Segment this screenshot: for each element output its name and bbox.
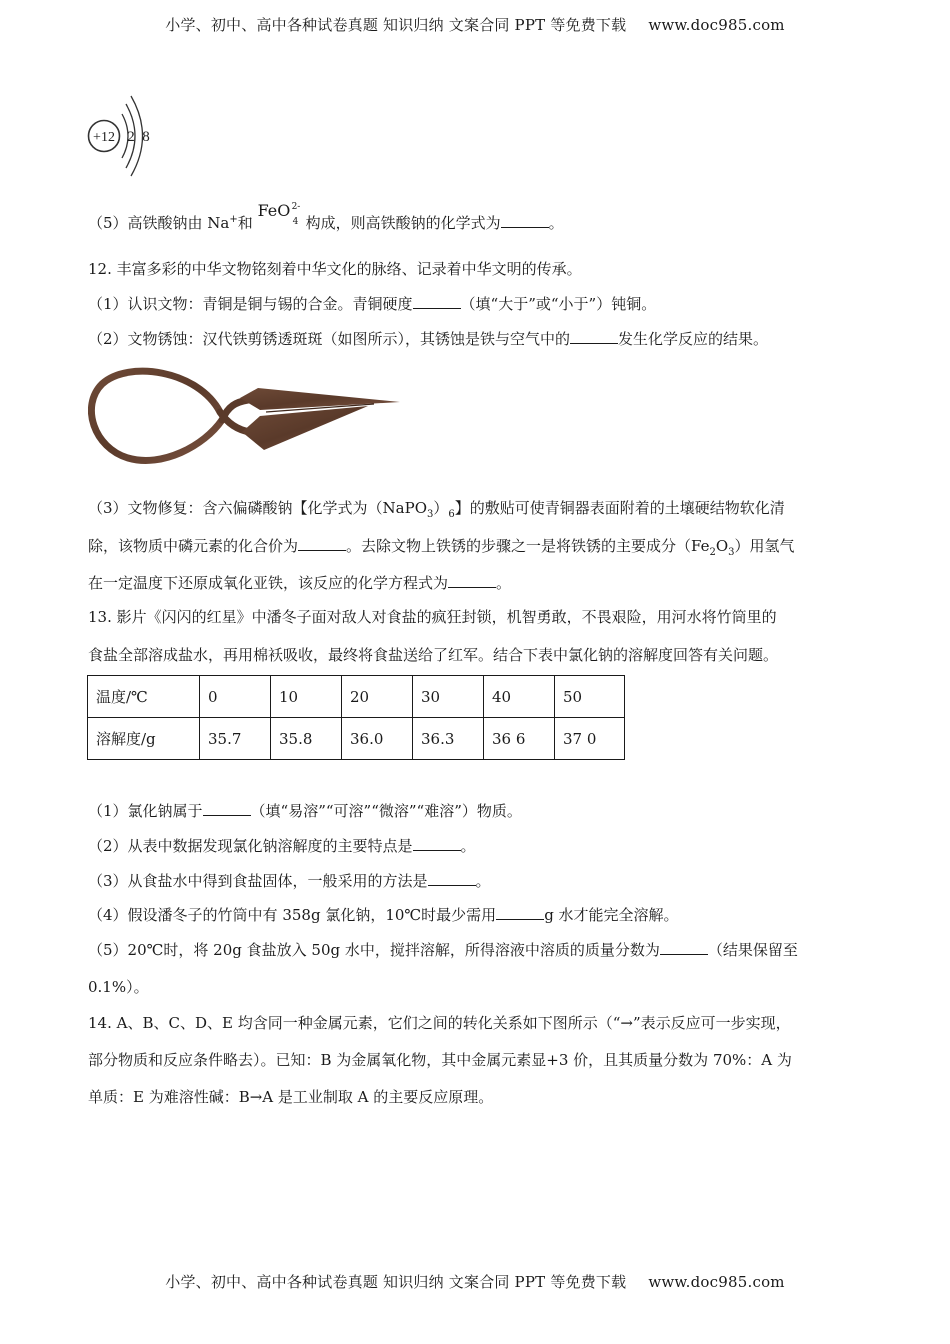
q13-part1: （1）氯化钠属于 （填“易溶”“可溶”“微溶”“难溶”）物质。	[88, 802, 522, 820]
table-cell: 30	[413, 676, 484, 718]
table-cell: 20	[342, 676, 413, 718]
ferrate-ion: FeO 2- 4	[257, 201, 301, 227]
table-cell: 10	[271, 676, 342, 718]
table-cell: 35.7	[200, 718, 271, 760]
atom-structure-diagram	[84, 92, 164, 178]
table-cell: 40	[484, 676, 555, 718]
q13-part4: （4）假设潘冬子的竹筒中有 358g 氯化钠，10℃时最少需用 g 水才能完全溶解。	[88, 906, 679, 924]
q12-stem: 12. 丰富多彩的中华文物铭刻着中华文化的脉络、记录着中华文明的传承。	[88, 260, 582, 278]
q12-part3-line2: 除，该物质中磷元素的化合价为 。去除文物上铁锈的步骤之一是将铁锈的主要成分$(Fe_2O_3)$用氢气	[88, 537, 795, 558]
q12-part2: （2）文物锈蚀：汉代铁剪锈透斑斑（如图所示），其锈蚀是铁与空气中的 发生化学反应的结果。	[88, 330, 769, 348]
answer-blank[interactable]	[570, 329, 618, 344]
shell-1-electrons: 2	[127, 129, 135, 145]
footer-text: 小学、初中、高中各种试卷真题 知识归纳 文案合同 PPT 等免费下载	[165, 1273, 627, 1291]
answer-blank[interactable]	[413, 294, 461, 309]
table-row	[88, 718, 625, 760]
table-row	[88, 676, 625, 718]
q13-part2: （2）从表中数据发现氯化钠溶解度的主要特点是 。	[88, 837, 476, 855]
answer-blank[interactable]	[501, 213, 549, 228]
q14-line3: 单质：E 为难溶性碱：B→A 是工业制取 A 的主要反应原理。	[88, 1088, 494, 1106]
table-cell: 37 0	[555, 718, 625, 760]
answer-blank[interactable]	[448, 573, 496, 588]
page-header	[0, 14, 950, 35]
answer-blank[interactable]	[496, 905, 544, 920]
header-text: 小学、初中、高中各种试卷真题 知识归纳 文案合同 PPT 等免费下载	[165, 16, 627, 34]
table-cell: 36.0	[342, 718, 413, 760]
solubility-table	[87, 675, 625, 760]
answer-blank[interactable]	[413, 836, 461, 851]
table-cell: 50	[555, 676, 625, 718]
answer-blank[interactable]	[203, 801, 251, 816]
table-cell: 36 6	[484, 718, 555, 760]
q12-part3-line1: （3）文物修复：含六偏磷酸钠【化学式为$(NaPO_3)_6$】的敷贴可使青铜器表面附着的土壤硬结物软化清	[88, 499, 785, 520]
page-footer	[0, 1271, 950, 1292]
q14-line2: 部分物质和反应条件略去）。已知：B 为金属氧化物，其中金属元素显+3 价，且其质量分数为 70%：A 为	[88, 1051, 792, 1069]
nucleus-charge: +12	[93, 130, 115, 145]
iron-scissors-image	[88, 362, 406, 466]
shell-2-electrons: 8	[142, 129, 150, 145]
q14-line1: 14. A、B、C、D、E 均含同一种金属元素，它们之间的转化关系如下图所示（“→”表示反应可一步实现，	[88, 1014, 791, 1032]
q11-part5: （5）高铁酸钠由 Na+和 FeO 2- 4 构成，则高铁酸钠的化学式为 。	[88, 201, 564, 232]
answer-blank[interactable]	[660, 940, 708, 955]
q13-part5-line1: （5）20℃时，将 20g 食盐放入 50g 水中，搅拌溶解，所得溶液中溶质的质量分数为 （结果保留至	[88, 941, 798, 959]
answer-blank[interactable]	[298, 536, 346, 551]
q13-stem-line2: 食盐全部溶成盐水，再用棉袄吸收，最终将食盐送给了红军。结合下表中氯化钠的溶解度回答有关问题。	[88, 646, 779, 664]
table-cell: 36.3	[413, 718, 484, 760]
table-cell: 0	[200, 676, 271, 718]
table-cell: 温度/℃	[88, 676, 200, 718]
footer-site: www.doc985.com	[648, 1273, 785, 1291]
table-cell: 35.8	[271, 718, 342, 760]
q13-stem-line1: 13. 影片《闪闪的红星》中潘冬子面对敌人对食盐的疯狂封锁，机智勇敢，不畏艰险，用河水将竹筒里的	[88, 608, 777, 626]
table-cell: 溶解度/g	[88, 718, 200, 760]
q13-part3: （3）从食盐水中得到食盐固体，一般采用的方法是 。	[88, 872, 491, 890]
q13-part5-line2: 0.1%）。	[88, 978, 149, 996]
q12-part1: （1）认识文物：青铜是铜与锡的合金。青铜硬度 （填“大于”或“小于”）钝铜。	[88, 295, 657, 313]
header-site: www.doc985.com	[648, 16, 785, 34]
answer-blank[interactable]	[428, 871, 476, 886]
q12-part3-line3: 在一定温度下还原成氧化亚铁，该反应的化学方程式为 。	[88, 574, 512, 592]
